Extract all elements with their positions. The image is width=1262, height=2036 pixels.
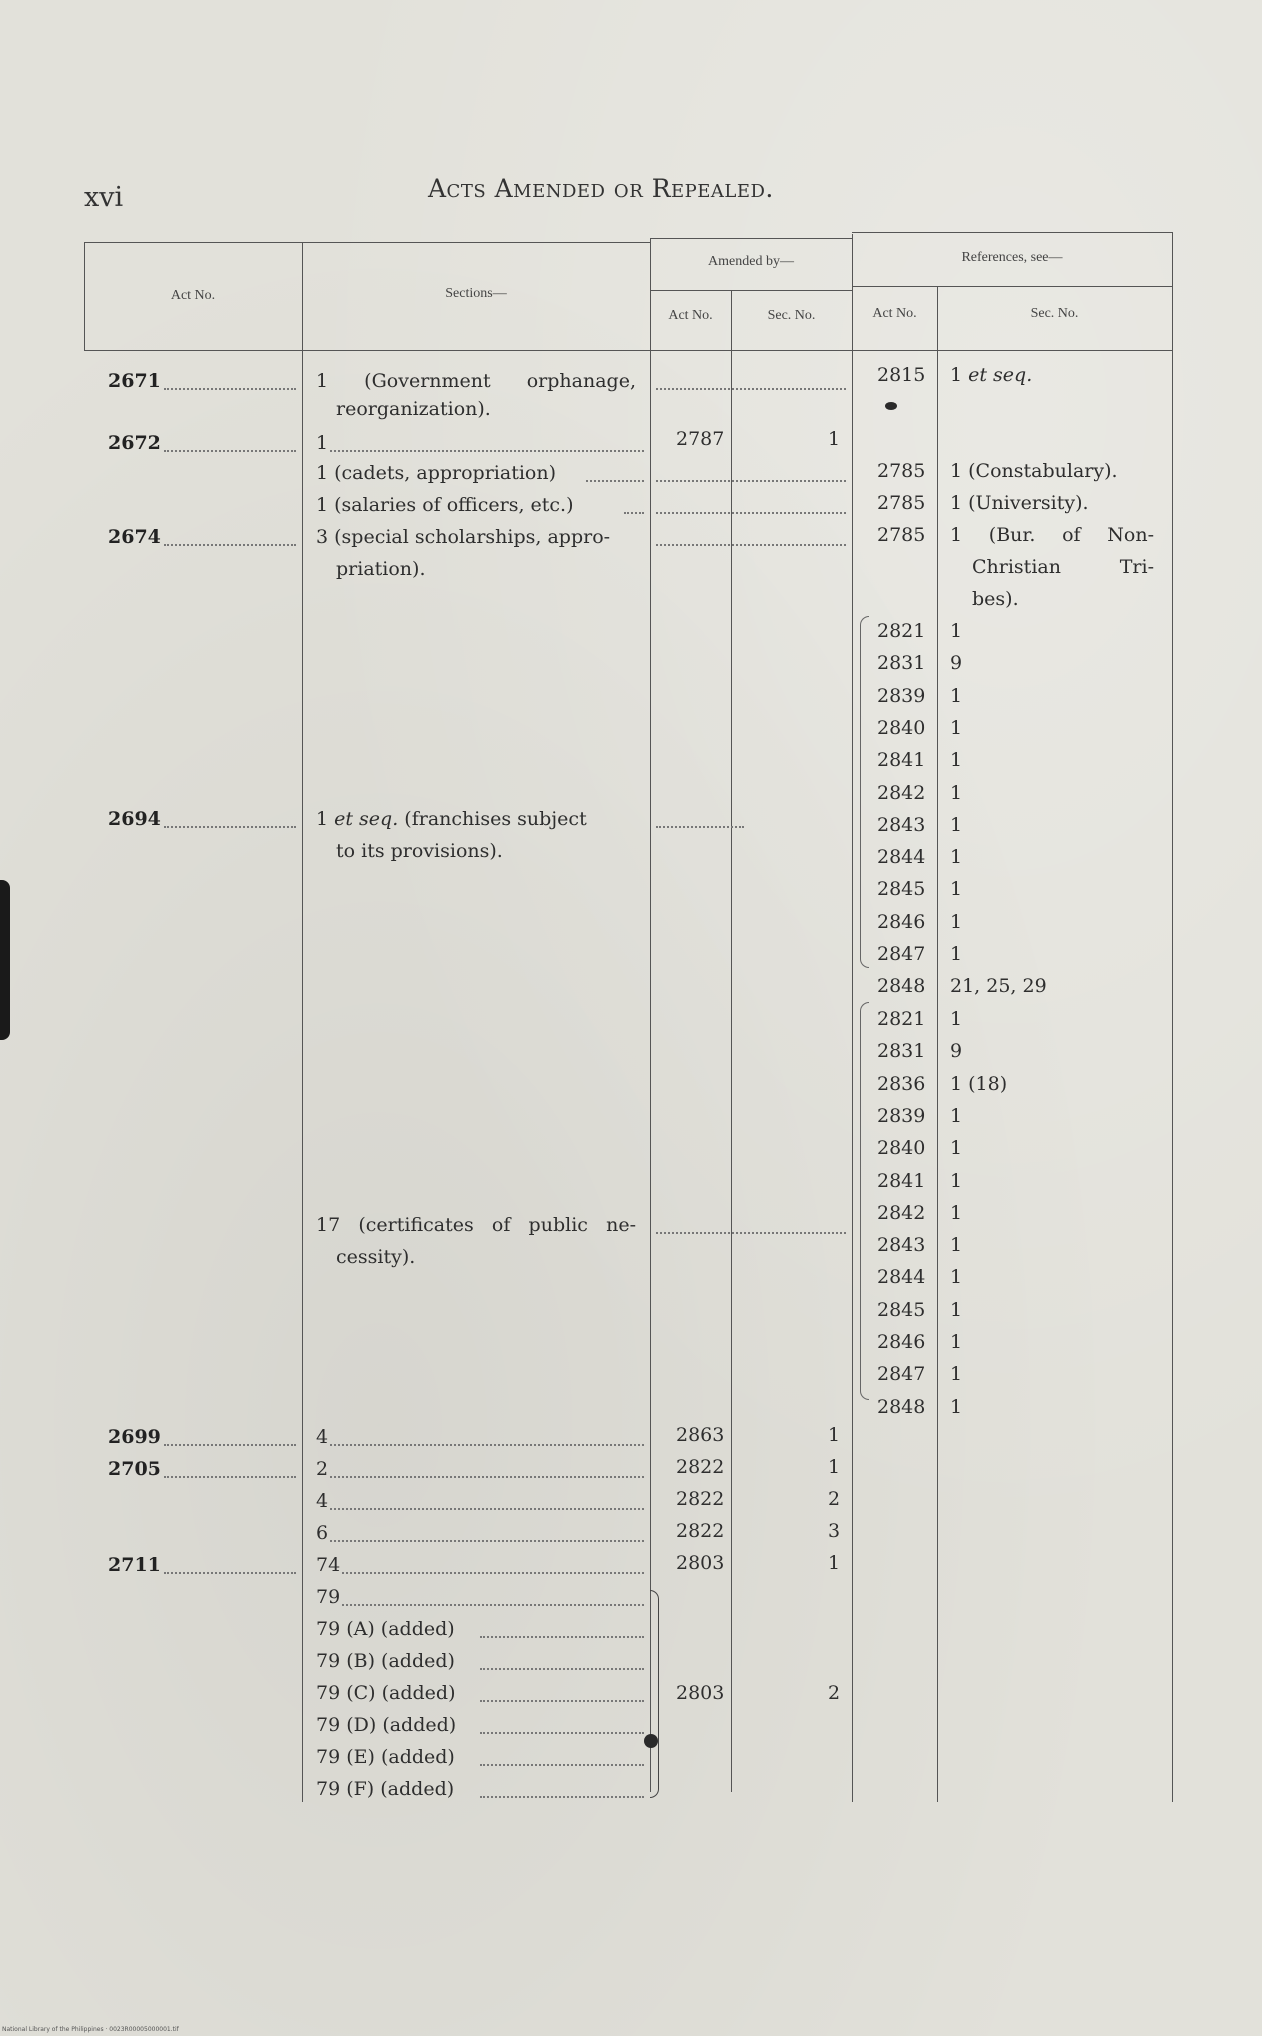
ref-act: 2842 — [877, 781, 926, 804]
leader-dots — [624, 512, 644, 514]
ref-sec: 1 (Bur. of Non- — [950, 524, 1154, 546]
ref-act: 2848 — [877, 1395, 926, 1418]
section-text: 79 (B) (added) — [316, 1650, 455, 1672]
leader-dots — [164, 1476, 296, 1478]
section-text: 1 (cadets, appropriation) — [316, 462, 557, 484]
leader-dots — [330, 1508, 644, 1510]
leader-dots — [480, 1668, 644, 1670]
ref-sec: 1 — [950, 1363, 963, 1386]
ref-act: 2821 — [877, 1008, 926, 1030]
footer-credit: National Library of the Philippines · 0023R00005000001.tif — [2, 2026, 179, 2033]
section-text: 17 (certificates of public ne- — [316, 1214, 636, 1236]
ref-sec: 1 — [950, 684, 963, 707]
rule — [650, 238, 852, 239]
page-number: xvi — [84, 182, 124, 213]
act-number: 2671 — [108, 370, 161, 392]
page-title-text: Acts Amended or Repealed. — [428, 174, 774, 203]
amend-act: 2803 — [676, 1552, 725, 1574]
reference-brace — [860, 616, 869, 968]
rule — [852, 232, 1172, 233]
ref-sec: 1 — [950, 846, 963, 869]
act-number: 2674 — [108, 526, 161, 548]
section-text: 74 — [316, 1554, 341, 1576]
amend-act: 2863 — [676, 1424, 725, 1446]
acts-table — [84, 232, 1172, 1802]
leader-dots — [656, 1232, 846, 1234]
amend-sec: 2 — [828, 1682, 841, 1704]
header-ref-act-no: Act No. — [872, 306, 917, 321]
amend-sec: 3 — [828, 1520, 841, 1542]
section-text: priation). — [336, 558, 426, 580]
ref-act: 2840 — [877, 1137, 926, 1160]
ref-sec: 1 — [950, 943, 963, 965]
header-amended-sec-no: Sec. No. — [767, 308, 816, 323]
leader-dots — [164, 1444, 296, 1446]
ref-act: 2841 — [877, 1169, 926, 1192]
leader-dots — [656, 826, 744, 828]
ref-act: 2785 — [877, 524, 926, 546]
ref-sec: 1 — [950, 1104, 963, 1127]
section-text: 6 — [316, 1522, 329, 1544]
leader-dots — [164, 388, 296, 390]
reference-brace — [860, 1002, 869, 1400]
ref-sec: 1 — [950, 1266, 963, 1289]
ref-sec: 1 — [950, 620, 963, 642]
amend-act: 2822 — [676, 1520, 725, 1542]
rule — [84, 242, 650, 243]
ref-act: 2845 — [877, 1298, 926, 1321]
leader-dots — [164, 826, 296, 828]
amend-act: 2822 — [676, 1488, 725, 1510]
header-ref-sec-no: Sec. No. — [1030, 306, 1079, 321]
ref-act: 2844 — [877, 1266, 926, 1289]
amend-sec: 1 — [828, 1552, 841, 1574]
ref-act: 2848 — [877, 975, 926, 998]
rule — [650, 238, 651, 1792]
ref-sec: 1 (18) — [950, 1072, 1008, 1095]
ref-act: 2840 — [877, 716, 926, 739]
section-text: 79 (D) (added) — [316, 1714, 457, 1736]
rule — [852, 234, 853, 1802]
rule — [84, 350, 1172, 351]
ref-act: 2815 — [877, 364, 926, 386]
section-brace — [650, 1590, 659, 1798]
header-amended-act-no: Act No. — [668, 308, 713, 323]
leader-dots — [330, 1444, 644, 1446]
rule — [302, 242, 303, 1802]
leader-dots — [656, 388, 846, 390]
section-text: 4 — [316, 1490, 329, 1512]
ref-sec: 1 — [950, 749, 963, 772]
ref-act: 2785 — [877, 460, 926, 482]
page-title — [428, 174, 774, 203]
ref-sec: 1 (University). — [950, 492, 1089, 514]
section-text: cessity). — [336, 1246, 416, 1268]
ref-sec: Christian Tri- — [972, 556, 1154, 578]
ref-sec: 9 — [950, 652, 963, 675]
ref-act: 2846 — [877, 910, 926, 933]
ref-sec: 1 — [950, 781, 963, 804]
leader-dots — [330, 450, 644, 452]
header-references: References, see— — [961, 250, 1063, 265]
ref-sec: 1 — [950, 910, 963, 933]
ref-sec: 9 — [950, 1040, 963, 1063]
section-text: reorganization). — [336, 398, 491, 420]
rule — [650, 290, 852, 291]
ref-sec: 1 — [950, 1169, 963, 1192]
ref-sec: 21, 25, 29 — [950, 975, 1047, 998]
ref-sec: 1 — [950, 1298, 963, 1321]
section-text: 2 — [316, 1458, 329, 1480]
act-number: 2672 — [108, 432, 161, 454]
amend-act: 2822 — [676, 1456, 725, 1478]
rule — [937, 286, 938, 1802]
section-text: to its provisions). — [336, 840, 503, 862]
ref-sec: 1 — [950, 1137, 963, 1160]
leader-dots — [330, 1540, 644, 1542]
ref-act: 2839 — [877, 1104, 926, 1127]
ref-sec: 1 — [950, 1234, 963, 1257]
header-amended-by: Amended by— — [708, 254, 794, 269]
ref-sec: 1 — [950, 1331, 963, 1353]
section-text: 79 (F) (added) — [316, 1778, 455, 1800]
leader-dots — [656, 480, 846, 482]
section-text: 3 (special scholarships, appro- — [316, 526, 611, 548]
ref-sec: bes). — [972, 588, 1019, 610]
ref-sec: 1 — [950, 1008, 963, 1030]
ref-act: 2845 — [877, 878, 926, 901]
leader-dots — [480, 1636, 644, 1638]
rule — [1172, 232, 1173, 1802]
leader-dots — [342, 1604, 644, 1606]
ref-act: 2843 — [877, 813, 926, 836]
leader-dots — [164, 1572, 296, 1574]
header-sections: Sections— — [445, 286, 507, 301]
leader-dots — [656, 512, 846, 514]
rule — [731, 290, 732, 1792]
ref-act: 2843 — [877, 1234, 926, 1257]
ref-sec: 1 — [950, 878, 963, 901]
rule — [852, 286, 1172, 287]
leader-dots — [480, 1796, 644, 1798]
amend-act: 2787 — [676, 428, 725, 450]
amend-sec: 1 — [828, 1456, 841, 1478]
leader-dots — [480, 1732, 644, 1734]
ref-act: 2821 — [877, 620, 926, 642]
ref-act: 2842 — [877, 1201, 926, 1224]
ref-act: 2836 — [877, 1072, 926, 1095]
leader-dots — [164, 450, 296, 452]
ref-sec: 1 et seq. — [950, 364, 1033, 386]
section-text: 1 (salaries of officers, etc.) — [316, 494, 574, 516]
ref-act: 2839 — [877, 684, 926, 707]
act-number: 2694 — [108, 808, 161, 830]
act-number: 2699 — [108, 1426, 161, 1448]
ref-act: 2846 — [877, 1331, 926, 1353]
act-number: 2705 — [108, 1458, 161, 1480]
leader-dots — [656, 544, 846, 546]
section-text: 79 (A) (added) — [316, 1618, 455, 1640]
ref-act: 2847 — [877, 943, 926, 965]
section-text: 1 et seq. (franchises subject — [316, 808, 587, 830]
act-number: 2711 — [108, 1554, 161, 1576]
leader-dots — [164, 544, 296, 546]
ref-sec: 1 — [950, 813, 963, 836]
ref-act: 2847 — [877, 1363, 926, 1386]
ink-mark — [885, 402, 897, 410]
leader-dots — [480, 1764, 644, 1766]
ref-act: 2831 — [877, 1040, 926, 1063]
ref-act: 2785 — [877, 492, 926, 514]
amend-sec: 2 — [828, 1488, 841, 1510]
book-spine-shadow — [0, 880, 10, 1040]
section-text: 1 — [316, 432, 329, 454]
section-text: 1 (Government orphanage, — [316, 370, 636, 392]
ref-sec: 1 — [950, 716, 963, 739]
amend-sec: 1 — [828, 428, 841, 450]
ref-act: 2841 — [877, 749, 926, 772]
leader-dots — [342, 1572, 644, 1574]
leader-dots — [330, 1476, 644, 1478]
ref-sec: 1 (Constabulary). — [950, 460, 1118, 482]
section-text: 79 (C) (added) — [316, 1682, 456, 1704]
amend-act: 2803 — [676, 1682, 725, 1704]
ref-act: 2844 — [877, 846, 926, 869]
section-text: 4 — [316, 1426, 329, 1448]
ref-sec: 1 — [950, 1395, 963, 1418]
header-act-no: Act No. — [170, 288, 216, 303]
ref-sec: 1 — [950, 1201, 963, 1224]
section-text: 79 (E) (added) — [316, 1746, 455, 1768]
amend-sec: 1 — [828, 1424, 841, 1446]
section-text: 79 — [316, 1586, 341, 1608]
leader-dots — [480, 1700, 644, 1702]
ink-mark — [644, 1734, 658, 1748]
leader-dots — [586, 480, 644, 482]
ref-act: 2831 — [877, 652, 926, 675]
